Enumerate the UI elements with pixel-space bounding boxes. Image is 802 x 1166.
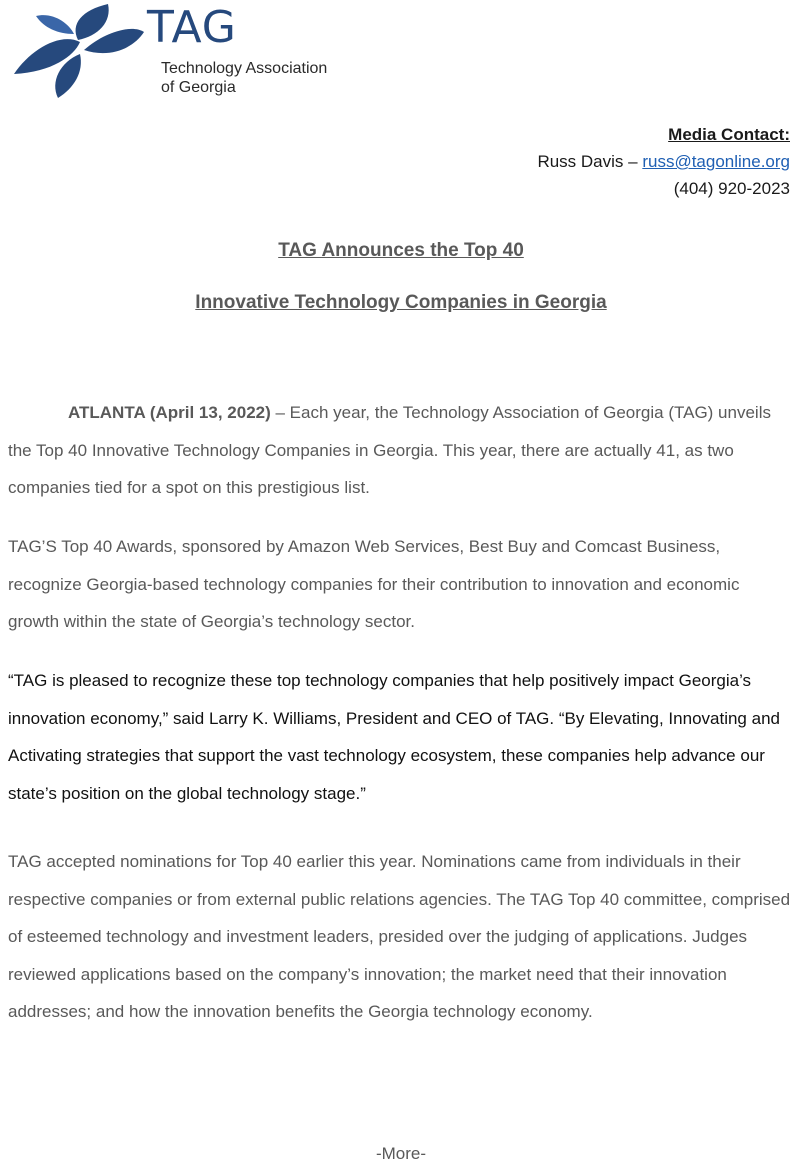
logo-subtitle — [161, 59, 327, 97]
paragraph-intro — [8, 394, 794, 507]
paragraph-quote: “TAG is pleased to recognize these top technology companies that help positively impact Georgia’s innovation economy,” said Larry K. Williams, President and CEO of TAG. “By Elevating, Innovating and Activating strategies that support the vast technology ecosystem, these companies help advance our state’s position on the global technology stage.” — [8, 671, 780, 803]
paragraph-sponsors: TAG’S Top 40 Awards, sponsored by Amazon Web Services, Best Buy and Comcast Business, recognize Georgia-based technology companies for their contribution to innovation and economic growth within the state of Georgia’s technology sector. — [8, 537, 740, 631]
tag-logo-icon — [12, 2, 147, 100]
media-contact-label: Media Contact: — [668, 125, 790, 144]
more-indicator: -More- — [375, 1144, 427, 1163]
media-contact-name-line — [537, 148, 790, 175]
media-contact-block — [537, 121, 790, 202]
logo-wordmark: TAG — [147, 2, 237, 53]
paragraph-intro-text: – Each year, the Technology Association of Georgia (TAG) unveils the Top 40 Innovative Technology Companies in Georgia. This year, there are actually 41, as two companies tied for a spot on this prestigious list. — [8, 403, 771, 497]
dateline: ATLANTA (April 13, 2022) — [68, 403, 271, 422]
logo-subtitle-line2: of Georgia — [161, 79, 236, 96]
contact-email-link[interactable]: russ@tagonline.org — [642, 152, 790, 171]
headline-line-2: Innovative Technology Companies in Georgia — [195, 292, 607, 313]
contact-name: Russ Davis – — [537, 152, 643, 171]
tag-logo — [12, 2, 357, 102]
logo-subtitle-line1: Technology Association — [161, 60, 328, 77]
contact-phone: (404) 920-2023 — [673, 179, 790, 198]
headline-line-1: TAG Announces the Top 40 — [278, 240, 524, 261]
paragraph-nominations: TAG accepted nominations for Top 40 earlier this year. Nominations came from individuals in their respective companies or from external public relations agencies. The TAG Top 40 committee, comprised of esteemed technology and investment leaders, presided over the judging of applications. Judges reviewed applications based on the company’s innovation; the market need that their innovation addresses; and how the innovation benefits the Georgia technology economy. — [8, 852, 791, 1021]
